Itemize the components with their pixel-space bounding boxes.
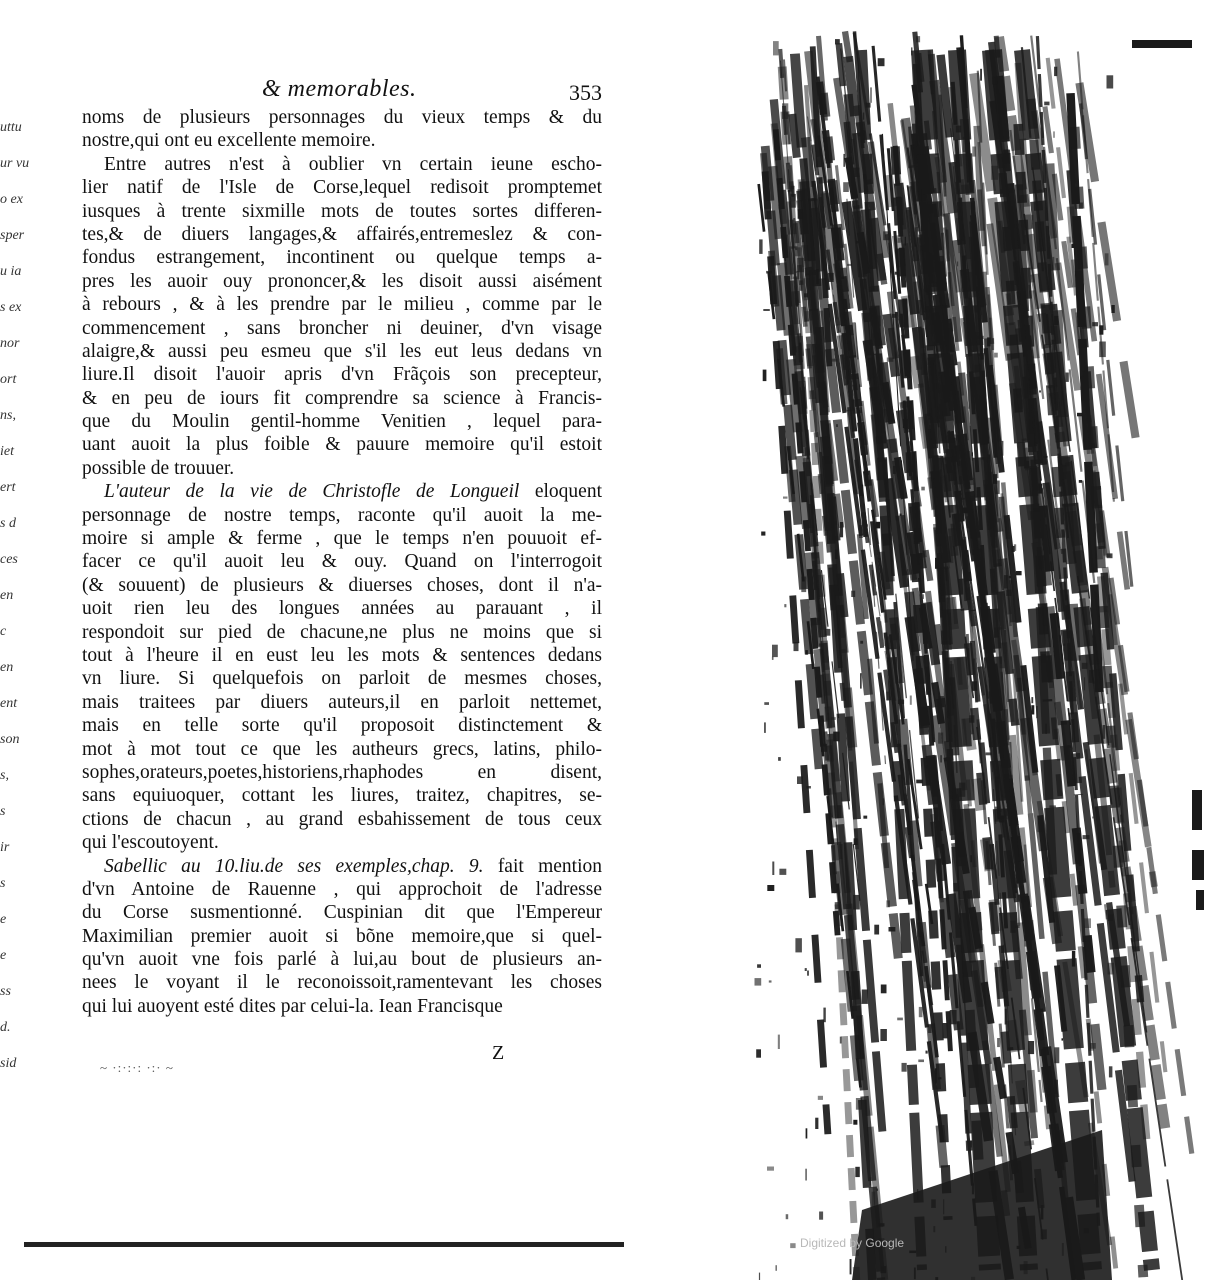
page-number: 353 (569, 80, 602, 105)
text-line: sans equiuoquer, cottant les liures, traitez, chapitres, se- (82, 785, 602, 807)
margin-fragment: uttu (0, 120, 22, 135)
margin-fragment: ns, (0, 408, 16, 423)
body-text (82, 106, 602, 1018)
text-line: nostre,qui ont eu excellente memoire. (82, 130, 376, 152)
text-line: personnage de nostre temps, raconte qu'il auoit la me- (82, 504, 602, 526)
margin-fragment: sid (0, 1056, 17, 1071)
text-line: facer ce qu'il auoit leu & ouy. Quand on l'interrogoit (82, 551, 602, 573)
text-line: uoit rien leu des longues années au parauant , il (82, 598, 602, 620)
text-line: que du Moulin gentil-homme Venitien , lequel para- (82, 411, 602, 433)
text-line: mais en telle sorte qu'il proposoit distinctement & (82, 715, 602, 737)
book-page (82, 70, 602, 1080)
digitized-watermark: Digitized by Google (800, 1236, 905, 1250)
text-line: Maximilian premier auoit si bõne memoire,que si quel- (82, 925, 602, 947)
text-line: respondoit sur pied de chacune,ne plus ne moins que si (82, 621, 602, 643)
printer-mark: ~ ·:·:·: ·:· ~ (100, 1060, 174, 1075)
page-bottom-edge (24, 1242, 624, 1247)
text-line: alaigre,& aussi peu esmeu que s'il les eut leus dedans vn (82, 340, 602, 362)
text-line: d'vn Antoine de Rauenne , qui approchoit de l'adresse (82, 878, 602, 900)
margin-fragment: nor (0, 336, 20, 351)
text-line: ctions de chacun , au grand esbahissement de tous ceux (82, 808, 602, 830)
text-line: uant auoit la plus foible & pauure memoire qu'il estoit (82, 434, 602, 456)
margin-fragment: o ex (0, 192, 23, 207)
text-line: Sabellic au 10.liu.de ses exemples,chap. 9. fait mention (104, 855, 602, 877)
margin-fragment: ss (0, 984, 11, 999)
text-line: du Corse susmentionné. Cuspinian dit que l'Empereur (82, 902, 602, 924)
margin-fragment: s, (0, 768, 9, 783)
margin-fragment: s d (0, 516, 16, 531)
text-line: iusques à trente sixmille mots de toutes sortes differen- (82, 200, 602, 222)
text-line: Entre autres n'est à oublier vn certain ieune escho- (104, 153, 602, 175)
text-line: liure.Il disoit l'auoir apris d'vn Frãçois son precepteur, (82, 364, 602, 386)
text-line: nees le voyant il le reconoissoit,ramentevant les choses (82, 972, 602, 994)
text-line: à rebours , & à les prendre par le milieu , comme par le (82, 294, 602, 316)
text-line: lier natif de l'Isle de Corse,lequel redisoit promptemet (82, 177, 602, 199)
margin-fragment: s (0, 804, 6, 819)
margin-fragment: son (0, 732, 20, 747)
margin-fragment: e (0, 948, 7, 963)
text-line: qui l'escoutoyent. (82, 832, 219, 854)
margin-fragment: d. (0, 1020, 11, 1035)
text-line: qu'vn auoit vne fois parlé à lui,au bout de plusieurs an- (82, 949, 602, 971)
text-line: mais traitees par diuers auteurs,il en parloit nettemet, (82, 691, 602, 713)
text-line: & en peu de iours fit comprendre sa science à Francis- (82, 387, 602, 409)
margin-fragment: ir (0, 840, 10, 855)
margin-fragment: ort (0, 372, 17, 387)
text-line: vn liure. Si quelquefois on parloit de mesmes choses, (82, 668, 602, 690)
text-line: pres les auoir ouy prononcer,& les disoit aussi aisément (82, 270, 602, 292)
text-line: noms de plusieurs personnages du vieux temps & du (82, 107, 602, 128)
text-line: fondus estrangement, incontinent ou quelque temps a- (82, 247, 602, 269)
text-line: possible de trouuer. (82, 457, 235, 479)
margin-fragment: ces (0, 552, 18, 567)
text-line: commencement , sans broncher ni deuiner, d'vn visage (82, 317, 602, 339)
page-edge-scan (752, 30, 1209, 1280)
text-line: tout à l'heure il en eust leu les mots & sentences dedans (82, 644, 602, 666)
catchword: Z (492, 1042, 505, 1064)
margin-fragment: e (0, 912, 7, 927)
text-line: moire si ample & ferme , que le temps n'en pouuoit ef- (82, 528, 602, 550)
margin-fragment: ert (0, 480, 16, 495)
margin-fragment: en (0, 588, 14, 603)
margin-fragment: ur vu (0, 156, 30, 171)
text-line: mot à mot tout ce que les autheurs grecs, latins, philo- (82, 738, 602, 760)
text-line: (& souuent) de plusieurs & diuerses choses, dont il n'a- (82, 574, 602, 596)
margin-fragment: en (0, 660, 14, 675)
running-head: & memorables. (262, 76, 417, 102)
text-line: tes,& de diuers langages,& affairés,entremeslez & con- (82, 223, 602, 245)
margin-fragment: u ia (0, 264, 22, 279)
margin-fragment: iet (0, 444, 14, 459)
margin-fragment: s (0, 876, 6, 891)
margin-fragment: ent (0, 696, 18, 711)
previous-page-margin (0, 120, 36, 1100)
text-line: L'auteur de la vie de Christofle de Longueil eloquent (104, 481, 602, 503)
margin-fragment: c (0, 624, 7, 639)
margin-fragment: sper (0, 228, 25, 243)
text-line: sophes,orateurs,poetes,historiens,rhaphodes en disent, (82, 761, 602, 783)
margin-fragment: s ex (0, 300, 22, 315)
text-line: qui lui auoyent esté dites par celui-la. Iean Francisque (82, 995, 503, 1017)
